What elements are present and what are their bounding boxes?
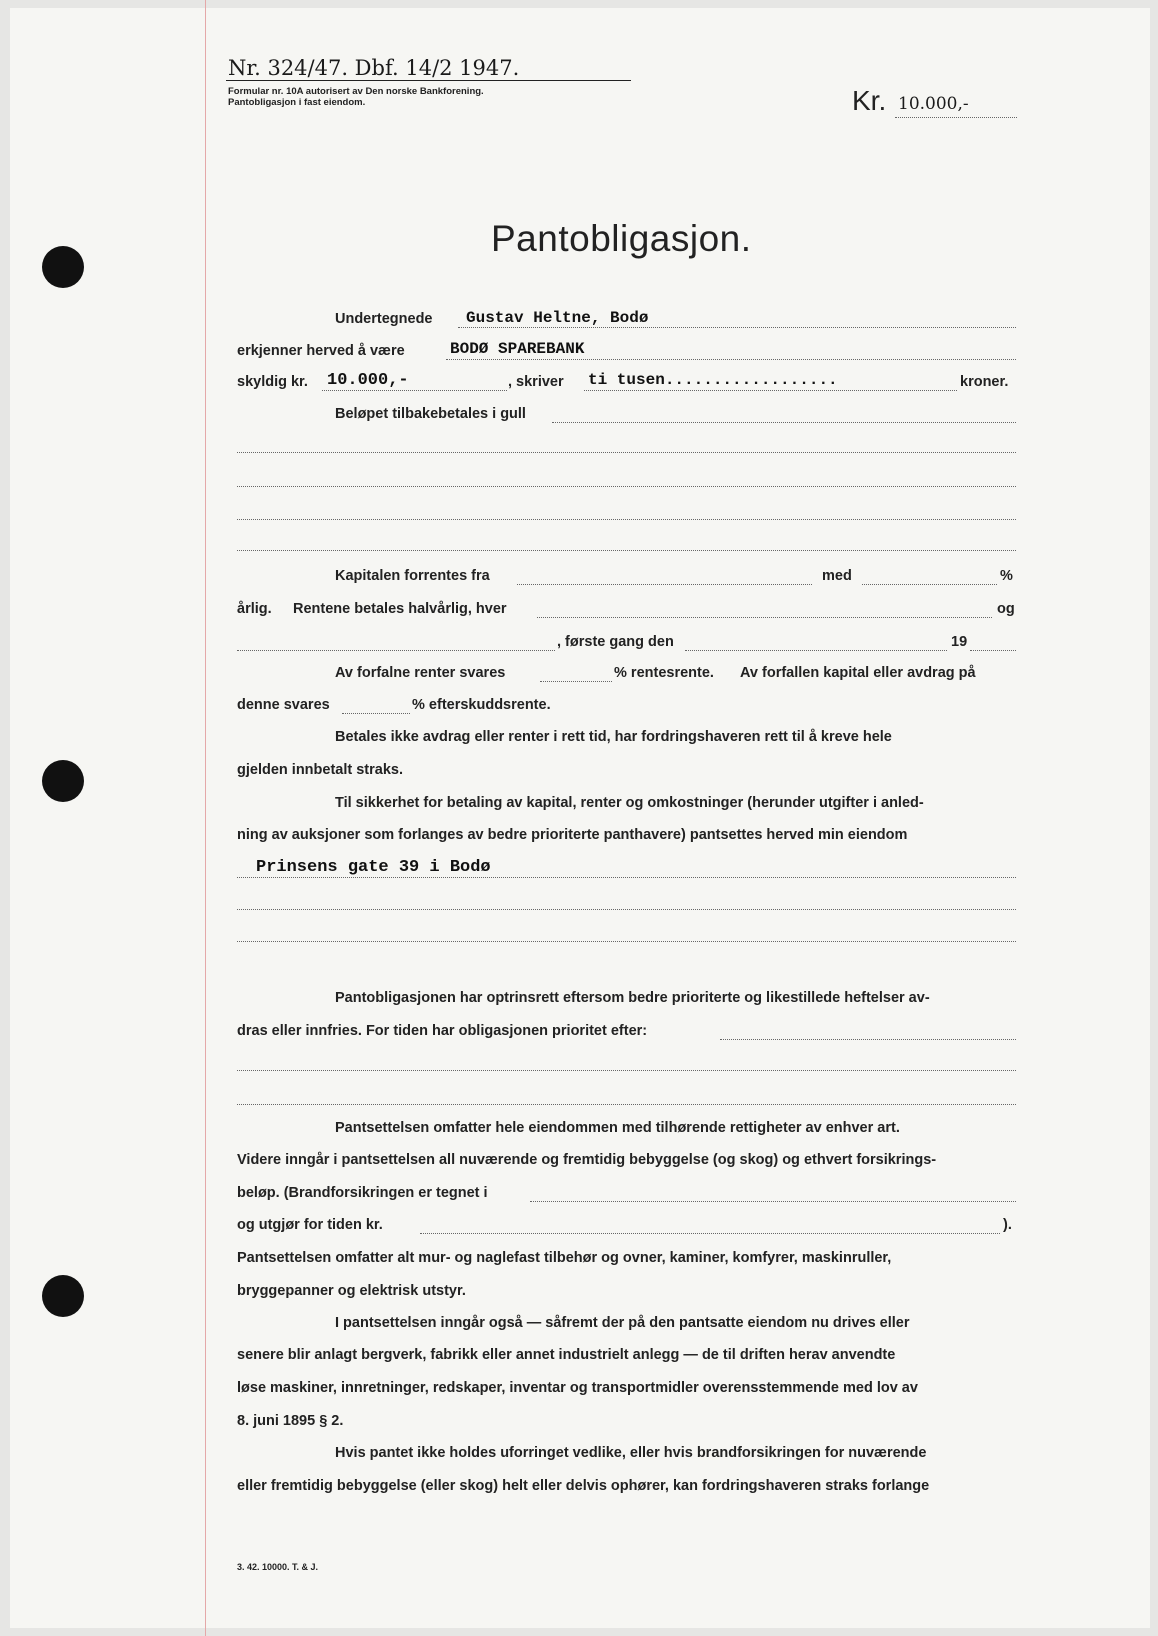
bergverk-line2: senere blir anlagt bergverk, fabrikk eller annet industrielt anlegg — de til driften herav anvendte	[237, 1347, 896, 1363]
rentesrente: % rentesrente.	[614, 665, 714, 681]
document-reference: Nr. 324/47. Dbf. 14/2 1947.	[228, 56, 520, 80]
form-note-line1: Formular nr. 10A autorisert av Den norske Bankforening.	[228, 86, 484, 97]
kroner-label: kroner.	[960, 374, 1009, 390]
property-address: Prinsens gate 39 i Bodø	[256, 858, 491, 877]
creditor-name: BODØ SPAREBANK	[450, 340, 585, 358]
renten-label: Rentene betales halvårlig, hver	[293, 601, 507, 617]
bergverk-line3: løse maskiner, innretninger, redskaper, inventar og transportmidler overensstemmende med lov av	[237, 1380, 918, 1396]
undertegnede-label: Undertegnede	[335, 311, 433, 327]
vedlike-line1: Hvis pantet ikke holdes uforringet vedlike, eller hvis brandforsikringen for nuværende	[335, 1445, 927, 1461]
reference-underline	[226, 80, 631, 81]
kr-amount: 10.000,-	[898, 94, 969, 114]
med-label: med	[822, 568, 852, 584]
forfalne-renter: Av forfalne renter svares	[335, 665, 506, 681]
denne-svares: denne svares	[237, 697, 330, 713]
sikkerhet-line2: ning av auksjoner som forlanges av bedre prioriterte panthavere) pantsettes herved min eiendom	[237, 827, 908, 843]
skriver-label: , skriver	[508, 374, 564, 390]
optrinsrett-line1: Pantobligasjonen har optrinsrett eftersom bedre prioriterte og likestillede heftelser av-	[335, 990, 930, 1006]
betales-line1: Betales ikke avdrag eller renter i rett tid, har fordringshaveren rett til å kreve hele	[335, 729, 892, 745]
bergverk-line1: I pantsettelsen inngår også — såfremt der på den pantsatte eiendom nu drives eller	[335, 1315, 910, 1331]
amount-value: 10.000,-	[327, 371, 409, 390]
sikkerhet-line1: Til sikkerhet for betaling av kapital, renter og omkostninger (herunder utgifter i anled-	[335, 795, 924, 811]
print-code: 3. 42. 10000. T. & J.	[237, 1562, 319, 1572]
skyldig-label: skyldig kr.	[237, 374, 308, 390]
vedlike-line2: eller fremtidig bebyggelse (eller skog) helt eller delvis ophører, kan fordringshaveren straks forlange	[237, 1478, 930, 1494]
percent-sign: %	[1000, 568, 1013, 584]
amount-words: ti tusen..................	[588, 371, 838, 389]
mur-line1: Pantsettelsen omfatter alt mur- og naglefast tilbehør og ovner, kaminer, komfyrer, maskinruller,	[237, 1250, 892, 1266]
betales-line2: gjelden innbetalt straks.	[237, 762, 403, 778]
year-19-label: 19	[951, 634, 968, 650]
omfatter-line4-end: ).	[1003, 1217, 1012, 1233]
belopet-label: Beløpet tilbakebetales i gull	[335, 406, 526, 422]
punch-hole	[42, 760, 84, 802]
og-label: og	[997, 601, 1015, 617]
bergverk-line4: 8. juni 1895 § 2.	[237, 1413, 344, 1429]
punch-hole	[42, 246, 84, 288]
optrinsrett-line2: dras eller innfries. For tiden har obligasjonen prioritet efter:	[237, 1023, 648, 1039]
forfallen-kapital: Av forfallen kapital eller avdrag på	[740, 665, 976, 681]
document-title: Pantobligasjon.	[491, 218, 752, 259]
efterskuddsrente: % efterskuddsrente.	[412, 697, 551, 713]
omfatter-line1: Pantsettelsen omfatter hele eiendommen med tilhørende rettigheter av enhver art.	[335, 1120, 900, 1136]
arlig-label: årlig.	[237, 601, 272, 617]
omfatter-line4: og utgjør for tiden kr.	[237, 1217, 383, 1233]
forrentes-label: Kapitalen forrentes fra	[335, 568, 490, 584]
omfatter-line3: beløp. (Brandforsikringen er tegnet i	[237, 1185, 488, 1201]
debtor-name: Gustav Heltne, Bodø	[466, 309, 649, 327]
punch-hole	[42, 1275, 84, 1317]
mur-line2: bryggepanner og elektrisk utstyr.	[237, 1283, 466, 1299]
margin-rule	[205, 0, 206, 1636]
erkjenner-label: erkjenner herved å være	[237, 343, 405, 359]
form-note-line2: Pantobligasjon i fast eiendom.	[228, 97, 366, 108]
forste-gang-label: , første gang den	[557, 634, 674, 650]
kr-label: Kr.	[852, 85, 887, 116]
omfatter-line2: Videre inngår i pantsettelsen all nuværende og fremtidig bebyggelse (og skog) og ethvert forsikrings-	[237, 1152, 937, 1168]
